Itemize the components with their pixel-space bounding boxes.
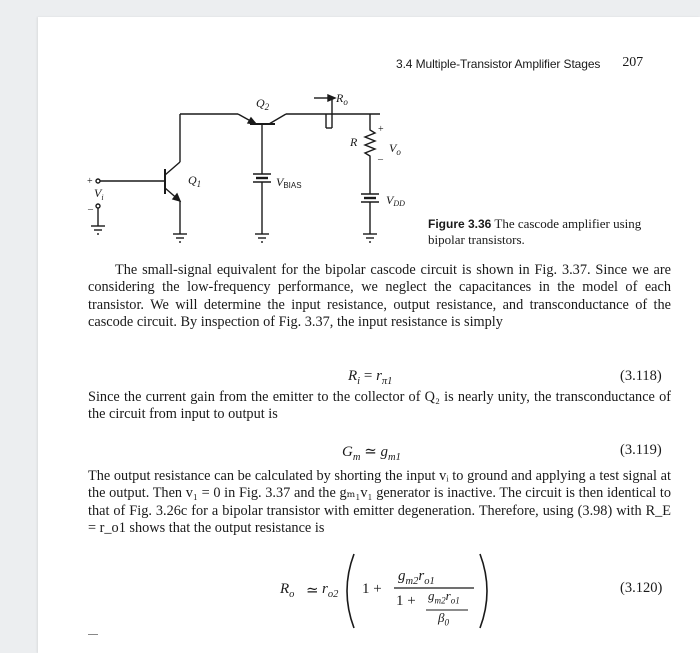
transistor-q2-icon [238,114,286,124]
label-q1: $Q_1$ [188,173,202,189]
paragraph-input-resistance: The small-signal equivalent for the bipolar cascode circuit is shown in Fig. 3.37. Since we are considering the low-frequency performance, we neglect the capacitances in the model of each transistor. We will determine the input resistance, output resistance, and transconductance of the cascode circuit. By inspection of Fig. 3.37, the input resistance is simply [88,262,671,330]
q1-ground-icon [173,234,187,242]
label-r: R [350,135,358,149]
equation-3-119: $G_m$ ≃ $g_{m1}$ [342,444,401,463]
vbias-battery-icon [253,174,271,182]
running-header [396,57,676,71]
label-plus-top: + [378,124,384,135]
page-bottom-mark [88,634,98,635]
input-ground-icon [91,226,105,234]
paragraph-transconductance: Since the current gain from the emitter to the collector of Q₂ is nearly unity, the transconductance of the circuit from input to output is [88,389,671,423]
transistor-q1-icon [165,162,180,201]
label-ro: $R_o$ [336,91,348,107]
section-title: 3.4 Multiple-Transistor Amplifier Stages [396,57,601,71]
equation-3-118: $R_i = r_{\pi 1}$ [348,368,393,387]
label-vbias: VBIAS [276,175,302,190]
page-number: 207 [622,55,644,70]
vdd-battery-icon [361,194,379,202]
figure-caption-label: Figure 3.36 [428,217,492,231]
label-minus-top: – [378,154,383,165]
label-q2: $Q_2$ [256,96,270,112]
paragraph-output-resistance: The output resistance can be calculated by shorting the input vᵢ to ground and applying a test signal at the output. Then v₁ = 0 in Fig. 3.37 and the gₘ₁v₁ generator is inactive. The circuit is then identical to that of Fig. 3.26c for a bipolar transistor with emitter degeneration. Therefore, using (3.98) with R_E = r_o1 shows that the output resistance is [88,468,671,536]
equation-number-3-118: (3.118) [620,368,662,384]
input-terminal [96,179,100,183]
label-vdd: VDD [386,193,405,208]
label-plus-in: + [87,176,93,187]
label-minus-in: – [88,204,93,215]
label-vo: $V_o$ [389,141,401,157]
equation-3-120: $R_o$ ≃ $r_{o2}$ 1 + $g_{m2}r_{o1}$ 1 + $g_{m2}r_{o1}$ $\beta_0$ [280,552,500,630]
vdd-ground-icon [363,234,377,242]
input-minus-terminal [96,204,100,208]
cascode-circuit-diagram [70,84,430,254]
label-vi: $V_i$ [94,186,104,202]
figure-caption-text: The cascode amplifier using bipolar transistors. [428,216,642,247]
figure-caption [428,216,680,248]
vbias-ground-icon [255,234,269,242]
equation-number-3-120: (3.120) [620,580,663,596]
resistor-r-icon [365,124,375,179]
equation-number-3-119: (3.119) [620,442,662,458]
